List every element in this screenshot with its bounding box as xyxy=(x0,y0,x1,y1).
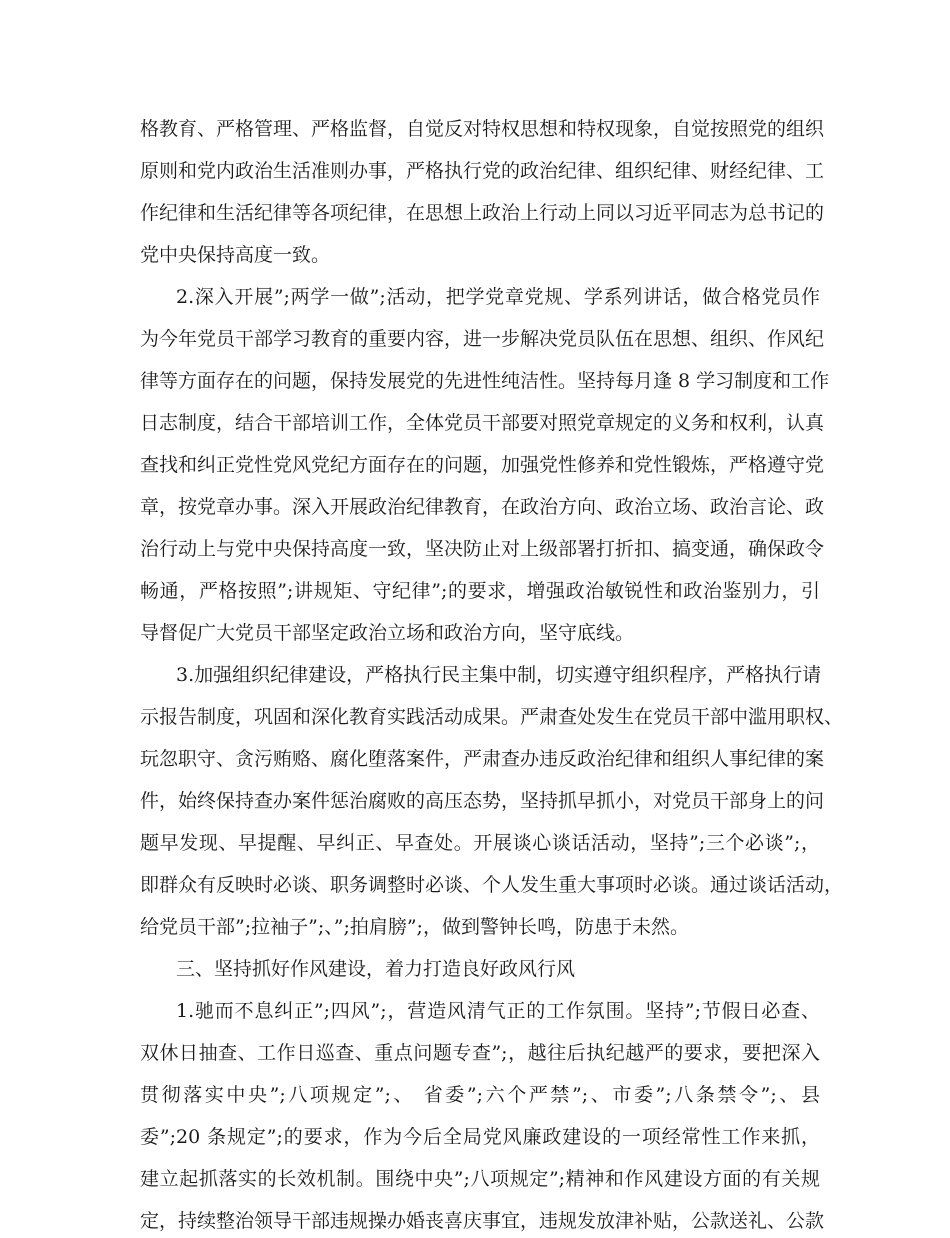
text-line: 委”;20 条规定”;的要求，作为今后全局党风廉政建设的一项经常性工作来抓， xyxy=(140,1126,820,1148)
paragraph-start-line: 3.加强组织纪律建设，严格执行民主集中制，切实遵守组织程序，严格执行请 xyxy=(176,664,822,686)
text-line: 党中央保持高度一致。 xyxy=(140,244,331,266)
text-line: 即群众有反映时必谈、职务调整时必谈、个人发生重大事项时必谈。通过谈话活动， xyxy=(140,874,844,896)
text-line: 题早发现、早提醒、早纠正、早查处。开展谈心谈话活动，坚持”;三个必谈”;， xyxy=(140,832,820,854)
text-line: 给党员干部”;拉袖子”;、”;拍肩膀”;，做到警钟长鸣，防患于未然。 xyxy=(140,916,689,938)
text-line: 导督促广大党员干部坚定政治立场和政治方向，坚守底线。 xyxy=(140,622,635,644)
text-line: 原则和党内政治生活准则办事，严格执行党的政治纪律、组织纪律、财经纪律、工 xyxy=(140,160,825,182)
text-line: 双休日抽查、工作日巡查、重点问题专查”;，越往后执纪越严的要求，要把深入 xyxy=(140,1042,820,1064)
text-line: 律等方面存在的问题，保持发展党的先进性纯洁性。坚持每月逢 8 学习制度和工作 xyxy=(140,370,830,392)
text-line: 作纪律和生活纪律等各项纪律，在思想上政治上行动上同以习近平同志为总书记的 xyxy=(140,202,825,224)
text-line: 查找和纠正党性党风党纪方面存在的问题，加强党性修养和党性锻炼，严格遵守党 xyxy=(140,454,825,476)
text-line: 贯彻落实中央”;八项规定”;、 省委”;六个严禁”;、市委”;八条禁令”;、县 xyxy=(140,1084,820,1106)
text-line: 件，始终保持查办案件惩治腐败的高压态势，坚持抓早抓小，对党员干部身上的问 xyxy=(140,790,825,812)
paragraph-start-line: 2.深入开展”;两学一做”;活动，把学党章党规、学系列讲话，做合格党员作 xyxy=(176,286,820,308)
text-line: 畅通，严格按照”;讲规矩、守纪律”;的要求，增强政治敏锐性和政治鉴别力，引 xyxy=(140,580,820,602)
paragraph-start-line: 1.驰而不息纠正”;四风”;，营造风清气正的工作氛围。坚持”;节假日必查、 xyxy=(176,1000,820,1022)
text-line: 治行动上与党中央保持高度一致，坚决防止对上级部署打折扣、搞变通，确保政令 xyxy=(140,538,825,560)
section-heading: 三、坚持抓好作风建设，着力打造良好政风行风 xyxy=(176,958,576,980)
text-line: 格教育、严格管理、严格监督，自觉反对特权思想和特权现象，自觉按照党的组织 xyxy=(140,118,825,140)
text-line: 为今年党员干部学习教育的重要内容，进一步解决党员队伍在思想、组织、作风纪 xyxy=(140,328,825,350)
text-line: 示报告制度，巩固和深化教育实践活动成果。严肃查处发生在党员干部中滥用职权、 xyxy=(140,706,844,728)
text-line: 章，按党章办事。深入开展政治纪律教育，在政治方向、政治立场、政治言论、政 xyxy=(140,496,825,518)
text-line: 定，持续整治领导干部违规操办婚丧喜庆事宜，违规发放津补贴，公款送礼、公款 xyxy=(140,1210,825,1232)
text-line: 玩忽职守、贪污贿赂、腐化堕落案件，严肃查办违反政治纪律和组织人事纪律的案 xyxy=(140,748,825,770)
text-line: 日志制度，结合干部培训工作，全体党员干部要对照党章规定的义务和权利，认真 xyxy=(140,412,825,434)
text-line: 建立起抓落实的长效机制。围绕中央”;八项规定”;精神和作风建设方面的有关规 xyxy=(140,1168,820,1190)
